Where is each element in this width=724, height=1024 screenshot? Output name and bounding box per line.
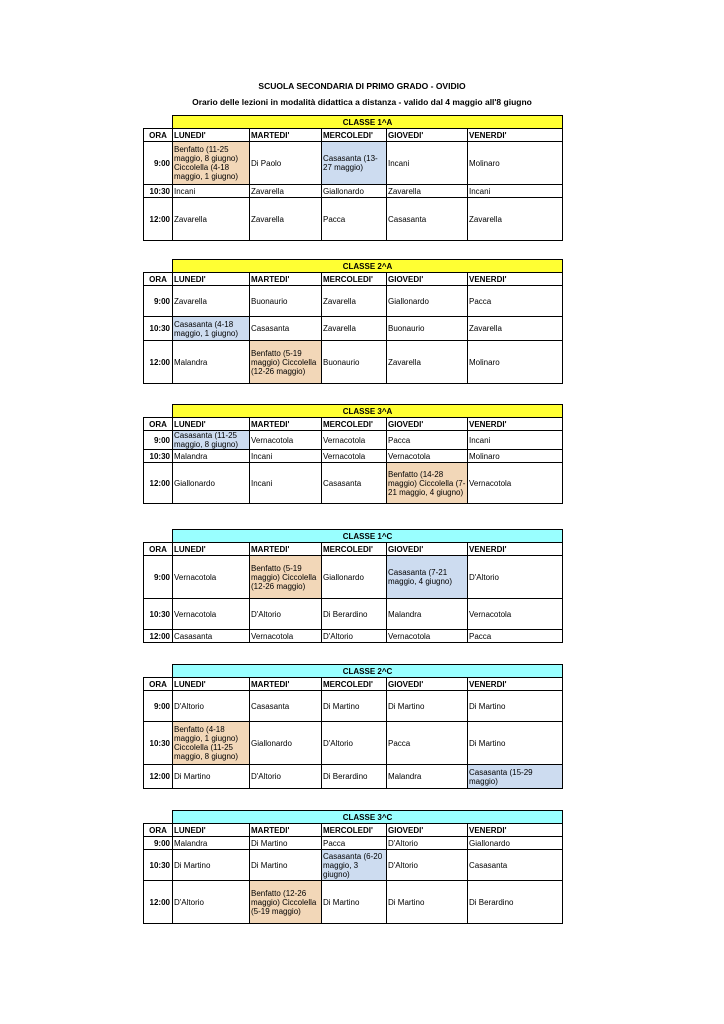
teacher-cell: Giallonardo bbox=[322, 556, 387, 599]
class-title-row bbox=[144, 405, 563, 418]
lesson-time: 12:00 bbox=[144, 765, 173, 789]
empty-corner bbox=[144, 405, 173, 418]
teacher-cell: Benfatto (5-19 maggio) Ciccolella (12-26 maggio) bbox=[250, 556, 322, 599]
teacher-cell: Incani bbox=[387, 142, 468, 185]
class-title-row bbox=[144, 665, 563, 678]
class-timetable bbox=[143, 115, 563, 241]
teacher-cell: Incani bbox=[173, 185, 250, 198]
teacher-cell: Pacca bbox=[468, 286, 563, 317]
day-header: GIOVEDI' bbox=[387, 273, 468, 286]
lesson-row bbox=[144, 837, 563, 850]
day-header: MERCOLEDI' bbox=[322, 824, 387, 837]
teacher-cell: Vernacotola bbox=[387, 630, 468, 643]
teacher-cell: Casasanta bbox=[322, 463, 387, 504]
teacher-cell: D'Altorio bbox=[322, 722, 387, 765]
teacher-cell: Casasanta bbox=[173, 630, 250, 643]
lesson-time: 12:00 bbox=[144, 341, 173, 384]
teacher-cell: Incani bbox=[468, 431, 563, 450]
class-name: CLASSE 2^C bbox=[173, 665, 563, 678]
teacher-cell: Di Berardino bbox=[322, 765, 387, 789]
teacher-cell: Casasanta bbox=[387, 198, 468, 241]
teacher-cell: Giallonardo bbox=[468, 837, 563, 850]
teacher-cell: Di Martino bbox=[468, 722, 563, 765]
teacher-cell: Di Martino bbox=[173, 850, 250, 881]
teacher-cell: Vernacotola bbox=[468, 599, 563, 630]
teacher-cell: Giallonardo bbox=[173, 463, 250, 504]
ora-header: ORA bbox=[144, 418, 173, 431]
teacher-cell: Malandra bbox=[387, 765, 468, 789]
teacher-cell: Zavarella bbox=[468, 198, 563, 241]
lesson-row bbox=[144, 630, 563, 643]
teacher-cell: Zavarella bbox=[387, 341, 468, 384]
teacher-cell: Zavarella bbox=[250, 185, 322, 198]
empty-corner bbox=[144, 116, 173, 129]
lesson-time: 10:30 bbox=[144, 317, 173, 341]
teacher-cell: Di Paolo bbox=[250, 142, 322, 185]
teacher-cell: Zavarella bbox=[387, 185, 468, 198]
lesson-row bbox=[144, 286, 563, 317]
lesson-row bbox=[144, 691, 563, 722]
class-name: CLASSE 1^A bbox=[173, 116, 563, 129]
ora-header: ORA bbox=[144, 824, 173, 837]
teacher-cell: D'Altorio bbox=[250, 599, 322, 630]
class-timetable bbox=[143, 529, 563, 643]
day-header: VENERDI' bbox=[468, 129, 563, 142]
empty-corner bbox=[144, 530, 173, 543]
teacher-cell: Vernacotola bbox=[250, 630, 322, 643]
teacher-cell: Pacca bbox=[322, 198, 387, 241]
lesson-row bbox=[144, 881, 563, 924]
teacher-cell: Giallonardo bbox=[250, 722, 322, 765]
day-header: LUNEDI' bbox=[173, 543, 250, 556]
teacher-cell: Malandra bbox=[387, 599, 468, 630]
day-header: VENERDI' bbox=[468, 418, 563, 431]
lesson-row bbox=[144, 142, 563, 185]
teacher-cell: D'Altorio bbox=[387, 837, 468, 850]
teacher-cell: Malandra bbox=[173, 450, 250, 463]
teacher-cell: Pacca bbox=[387, 431, 468, 450]
teacher-cell: Casasanta bbox=[250, 317, 322, 341]
teacher-cell: Molinaro bbox=[468, 341, 563, 384]
lesson-row bbox=[144, 317, 563, 341]
teacher-cell: Casasanta (6-20 maggio, 3 giugno) bbox=[322, 850, 387, 881]
teacher-cell: Zavarella bbox=[322, 286, 387, 317]
ora-header: ORA bbox=[144, 543, 173, 556]
teacher-cell: Buonaurio bbox=[250, 286, 322, 317]
day-header: MERCOLEDI' bbox=[322, 678, 387, 691]
day-header: MARTEDI' bbox=[250, 418, 322, 431]
day-header-row bbox=[144, 418, 563, 431]
class-timetable bbox=[143, 404, 563, 504]
day-header-row bbox=[144, 273, 563, 286]
lesson-row bbox=[144, 198, 563, 241]
teacher-cell: Di Berardino bbox=[322, 599, 387, 630]
teacher-cell: Zavarella bbox=[173, 198, 250, 241]
teacher-cell: D'Altorio bbox=[250, 765, 322, 789]
teacher-cell: D'Altorio bbox=[468, 556, 563, 599]
teacher-cell: Benfatto (11-25 maggio, 8 giugno) Ciccolella (4-18 maggio, 1 giugno) bbox=[173, 142, 250, 185]
class-title-row bbox=[144, 260, 563, 273]
lesson-time: 9:00 bbox=[144, 837, 173, 850]
ora-header: ORA bbox=[144, 273, 173, 286]
teacher-cell: Zavarella bbox=[250, 198, 322, 241]
document-subtitle: Orario delle lezioni in modalità didattica a distanza - valido dal 4 maggio all'8 giugno bbox=[192, 97, 532, 107]
teacher-cell: Zavarella bbox=[468, 317, 563, 341]
teacher-cell: Di Martino bbox=[468, 691, 563, 722]
empty-corner bbox=[144, 665, 173, 678]
class-title-row bbox=[144, 116, 563, 129]
teacher-cell: Vernacotola bbox=[322, 431, 387, 450]
teacher-cell: Zavarella bbox=[322, 317, 387, 341]
teacher-cell: Malandra bbox=[173, 837, 250, 850]
class-timetable bbox=[143, 664, 563, 789]
day-header: MERCOLEDI' bbox=[322, 129, 387, 142]
teacher-cell: Giallonardo bbox=[387, 286, 468, 317]
lesson-row bbox=[144, 765, 563, 789]
teacher-cell: Benfatto (5-19 maggio) Ciccolella (12-26 maggio) bbox=[250, 341, 322, 384]
teacher-cell: Casasanta bbox=[468, 850, 563, 881]
teacher-cell: Vernacotola bbox=[173, 599, 250, 630]
teacher-cell: Pacca bbox=[387, 722, 468, 765]
day-header: GIOVEDI' bbox=[387, 418, 468, 431]
teacher-cell: Incani bbox=[250, 450, 322, 463]
teacher-cell: Benfatto (4-18 maggio, 1 giugno) Ciccolella (11-25 maggio, 8 giugno) bbox=[173, 722, 250, 765]
lesson-row bbox=[144, 450, 563, 463]
lesson-time: 12:00 bbox=[144, 198, 173, 241]
lesson-time: 9:00 bbox=[144, 142, 173, 185]
teacher-cell: Di Martino bbox=[387, 881, 468, 924]
lesson-time: 12:00 bbox=[144, 881, 173, 924]
class-name: CLASSE 3^C bbox=[173, 811, 563, 824]
teacher-cell: Di Martino bbox=[322, 691, 387, 722]
day-header-row bbox=[144, 678, 563, 691]
lesson-row bbox=[144, 185, 563, 198]
teacher-cell: Vernacotola bbox=[173, 556, 250, 599]
ora-header: ORA bbox=[144, 678, 173, 691]
ora-header: ORA bbox=[144, 129, 173, 142]
teacher-cell: Casasanta (13-27 maggio) bbox=[322, 142, 387, 185]
day-header: GIOVEDI' bbox=[387, 543, 468, 556]
teacher-cell: Casasanta (7-21 maggio, 4 giugno) bbox=[387, 556, 468, 599]
teacher-cell: Di Martino bbox=[387, 691, 468, 722]
lesson-row bbox=[144, 722, 563, 765]
teacher-cell: Di Martino bbox=[250, 850, 322, 881]
teacher-cell: Pacca bbox=[322, 837, 387, 850]
teacher-cell: D'Altorio bbox=[322, 630, 387, 643]
day-header-row bbox=[144, 824, 563, 837]
day-header: VENERDI' bbox=[468, 824, 563, 837]
day-header: MERCOLEDI' bbox=[322, 418, 387, 431]
teacher-cell: D'Altorio bbox=[173, 691, 250, 722]
lesson-time: 10:30 bbox=[144, 450, 173, 463]
teacher-cell: Giallonardo bbox=[322, 185, 387, 198]
lesson-time: 12:00 bbox=[144, 463, 173, 504]
teacher-cell: Casasanta bbox=[250, 691, 322, 722]
day-header: LUNEDI' bbox=[173, 824, 250, 837]
teacher-cell: Incani bbox=[468, 185, 563, 198]
lesson-time: 9:00 bbox=[144, 431, 173, 450]
teacher-cell: Di Martino bbox=[173, 765, 250, 789]
lesson-time: 9:00 bbox=[144, 691, 173, 722]
school-title: SCUOLA SECONDARIA DI PRIMO GRADO - OVIDIO bbox=[258, 81, 466, 91]
teacher-cell: Vernacotola bbox=[322, 450, 387, 463]
empty-corner bbox=[144, 811, 173, 824]
lesson-row bbox=[144, 341, 563, 384]
class-name: CLASSE 3^A bbox=[173, 405, 563, 418]
teacher-cell: Pacca bbox=[468, 630, 563, 643]
lesson-row bbox=[144, 431, 563, 450]
class-name: CLASSE 1^C bbox=[173, 530, 563, 543]
teacher-cell: Buonaurio bbox=[322, 341, 387, 384]
lesson-row bbox=[144, 463, 563, 504]
class-name: CLASSE 2^A bbox=[173, 260, 563, 273]
day-header: VENERDI' bbox=[468, 273, 563, 286]
teacher-cell: Buonaurio bbox=[387, 317, 468, 341]
day-header: MARTEDI' bbox=[250, 273, 322, 286]
day-header: GIOVEDI' bbox=[387, 824, 468, 837]
lesson-time: 10:30 bbox=[144, 185, 173, 198]
teacher-cell: Casasanta (15-29 maggio) bbox=[468, 765, 563, 789]
teacher-cell: Incani bbox=[250, 463, 322, 504]
teacher-cell: Molinaro bbox=[468, 142, 563, 185]
teacher-cell: Di Berardino bbox=[468, 881, 563, 924]
teacher-cell: Molinaro bbox=[468, 450, 563, 463]
teacher-cell: Zavarella bbox=[173, 286, 250, 317]
lesson-time: 9:00 bbox=[144, 286, 173, 317]
teacher-cell: Benfatto (12-26 maggio) Ciccolella (5-19 maggio) bbox=[250, 881, 322, 924]
teacher-cell: Di Martino bbox=[250, 837, 322, 850]
day-header: MARTEDI' bbox=[250, 824, 322, 837]
day-header: GIOVEDI' bbox=[387, 129, 468, 142]
teacher-cell: Di Martino bbox=[322, 881, 387, 924]
day-header: VENERDI' bbox=[468, 543, 563, 556]
teacher-cell: Vernacotola bbox=[387, 450, 468, 463]
day-header: LUNEDI' bbox=[173, 129, 250, 142]
class-timetable bbox=[143, 810, 563, 924]
day-header: MARTEDI' bbox=[250, 678, 322, 691]
day-header: VENERDI' bbox=[468, 678, 563, 691]
lesson-row bbox=[144, 850, 563, 881]
class-title-row bbox=[144, 811, 563, 824]
day-header: LUNEDI' bbox=[173, 273, 250, 286]
teacher-cell: Vernacotola bbox=[250, 431, 322, 450]
day-header: LUNEDI' bbox=[173, 678, 250, 691]
day-header: MERCOLEDI' bbox=[322, 543, 387, 556]
teacher-cell: Malandra bbox=[173, 341, 250, 384]
teacher-cell: D'Altorio bbox=[173, 881, 250, 924]
lesson-row bbox=[144, 556, 563, 599]
day-header: GIOVEDI' bbox=[387, 678, 468, 691]
empty-corner bbox=[144, 260, 173, 273]
day-header-row bbox=[144, 129, 563, 142]
lesson-time: 10:30 bbox=[144, 850, 173, 881]
lesson-row bbox=[144, 599, 563, 630]
lesson-time: 12:00 bbox=[144, 630, 173, 643]
lesson-time: 10:30 bbox=[144, 599, 173, 630]
teacher-cell: Vernacotola bbox=[468, 463, 563, 504]
day-header-row bbox=[144, 543, 563, 556]
day-header: MERCOLEDI' bbox=[322, 273, 387, 286]
day-header: LUNEDI' bbox=[173, 418, 250, 431]
day-header: MARTEDI' bbox=[250, 543, 322, 556]
teacher-cell: Benfatto (14-28 maggio) Ciccolella (7-21 maggio, 4 giugno) bbox=[387, 463, 468, 504]
lesson-time: 10:30 bbox=[144, 722, 173, 765]
teacher-cell: Casasanta (11-25 maggio, 8 giugno) bbox=[173, 431, 250, 450]
class-timetable bbox=[143, 259, 563, 384]
teacher-cell: D'Altorio bbox=[387, 850, 468, 881]
day-header: MARTEDI' bbox=[250, 129, 322, 142]
teacher-cell: Casasanta (4-18 maggio, 1 giugno) bbox=[173, 317, 250, 341]
lesson-time: 9:00 bbox=[144, 556, 173, 599]
class-title-row bbox=[144, 530, 563, 543]
